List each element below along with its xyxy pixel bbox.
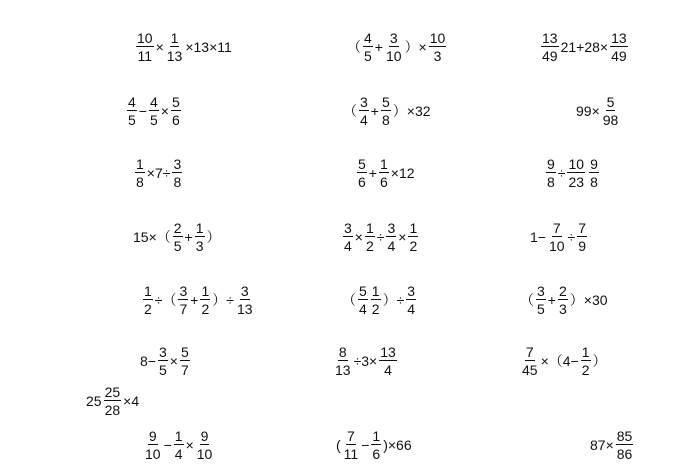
expr-text: ）× [404,39,427,55]
fraction [536,284,546,316]
expr-text: + [370,103,379,119]
problem-11 [342,221,419,253]
fraction [149,95,159,127]
fraction [386,221,396,253]
fraction-denominator: 5 [537,301,545,317]
fraction-numerator: 13 [380,344,396,360]
fraction [379,157,389,189]
fraction-denominator: 45 [522,362,538,378]
fraction-denominator: 11 [343,446,359,462]
expr-text: )×66 [383,437,412,453]
problem-22 [590,429,634,461]
fraction-numerator: 3 [407,283,416,299]
fraction-numerator: 5 [358,156,366,172]
fraction-numerator: 10 [568,156,585,172]
fraction-numerator: 4 [364,30,372,46]
fraction-denominator: 2 [371,301,380,317]
fraction-denominator: 5 [364,48,372,64]
fraction [602,95,620,127]
fraction-numerator: 7 [578,220,587,236]
fraction-numerator: 3 [389,30,398,46]
expr-text: ÷ [567,229,576,245]
fraction [178,284,188,316]
problem-5 [343,95,431,127]
expr-text: ×12 [390,165,415,181]
fraction-denominator: 9 [578,238,587,254]
fraction-denominator: 7 [179,301,188,317]
fraction-numerator: 9 [590,156,598,172]
fraction-denominator: 13 [236,301,253,317]
fraction-numerator: 9 [547,156,555,172]
fraction [371,284,381,316]
fraction-denominator: 3 [558,301,567,317]
fraction [144,429,162,461]
problem-20 [143,429,214,461]
fraction-numerator: 1 [372,428,381,444]
fraction-numerator: 1 [144,283,152,299]
fraction-numerator: 2 [558,283,567,299]
fraction-denominator: 2 [144,301,152,317]
fraction-denominator: 5 [128,112,136,128]
fraction [381,95,391,127]
fraction-denominator: 5 [173,238,182,254]
expr-text: ×13×11 [185,39,232,55]
fraction-numerator: 1 [201,283,210,299]
fraction-numerator: 85 [616,428,633,444]
fraction [408,221,418,253]
fraction-denominator: 6 [358,174,366,190]
fraction [343,221,353,253]
expr-text: 99× [576,103,600,119]
expr-text: ÷3× [353,353,378,369]
fraction-denominator: 98 [602,112,619,128]
fraction [171,95,181,127]
fraction [567,157,585,189]
expr-text: ）×30 [569,292,608,308]
expr-text: ÷ [376,229,385,245]
fraction-denominator: 28 [104,402,121,418]
fraction-numerator: 13 [542,30,558,46]
fraction-denominator: 5 [158,362,167,378]
expr-text: （ [343,103,357,119]
fraction [365,221,375,253]
fraction-numerator: 25 [104,384,121,400]
fraction [180,345,190,377]
fraction-denominator: 2 [409,238,418,254]
fraction [541,31,559,63]
fraction-denominator: 4 [387,238,396,254]
fraction [379,345,397,377]
fraction-denominator: 11 [137,48,153,64]
problem-17 [333,345,398,377]
expr-text: ） [206,229,221,245]
fraction [616,429,634,461]
expr-text: 15×（ [133,229,171,245]
problem-21 [336,429,412,461]
fraction [406,284,416,316]
problem-1 [135,31,232,63]
fraction [363,31,373,63]
problem-4 [126,95,182,127]
fraction-numerator: 5 [381,94,390,110]
fraction [343,429,360,461]
fraction-denominator: 4 [360,112,368,128]
fraction-denominator: 5 [149,112,158,128]
fraction-numerator: 9 [148,428,157,444]
expr-text: + [368,165,377,181]
fraction-numerator: 1 [136,156,144,172]
expr-text: ÷ [557,165,566,181]
fraction-numerator: 1 [170,30,179,46]
fraction-denominator: 2 [365,238,374,254]
fraction-numerator: 3 [387,220,396,236]
fraction-denominator: 2 [201,301,210,317]
fraction-denominator: 86 [616,446,633,462]
fraction-numerator: 9 [200,428,209,444]
fraction [589,157,599,189]
fraction-numerator: 1 [174,428,183,444]
fraction-denominator: 4 [174,446,183,462]
fraction-denominator: 4 [359,301,367,317]
fraction [200,284,210,316]
fraction-denominator: 49 [542,48,558,64]
problem-10 [133,221,221,253]
expr-text: + [184,229,193,245]
expr-text: （ [520,292,534,308]
problem-19 [86,385,139,417]
expr-text: ） [592,353,607,369]
fraction-denominator: 4 [344,238,352,254]
fraction-numerator: 10 [137,30,153,46]
fraction-numerator: 3 [179,283,188,299]
fraction [143,284,153,316]
fraction [173,221,183,253]
fraction-denominator: 13 [335,362,351,378]
fraction [546,157,556,189]
fraction [127,95,137,127]
expr-text: + [374,39,383,55]
fraction [196,429,214,461]
fraction [172,157,182,189]
expr-text: − [163,437,172,453]
fraction-numerator: 7 [552,220,561,236]
fraction-numerator: 1 [379,156,388,172]
fraction-numerator: 1 [365,220,374,236]
expr-text: ( [336,437,341,453]
fraction-denominator: 2 [581,362,590,378]
problem-2 [347,31,447,63]
expr-text: 25 [86,393,102,409]
fraction-numerator: 8 [338,344,347,360]
expr-text: 1− [530,229,546,245]
expr-text: ）÷ [382,292,405,308]
fraction [334,345,352,377]
fraction-denominator: 8 [547,174,555,190]
problem-3 [540,31,629,63]
expr-text: + [190,292,199,308]
problem-6 [576,95,620,127]
problem-16 [140,345,191,377]
fraction-denominator: 6 [379,174,388,190]
fraction [558,284,568,316]
expr-text: ÷（ [154,292,177,308]
expr-text: 21+28× [560,39,609,55]
fraction-denominator: 49 [611,48,627,64]
fraction-numerator: 5 [359,283,367,299]
fraction-denominator: 23 [568,174,585,190]
expr-text: ）÷ [212,292,234,308]
fraction-numerator: 5 [171,94,180,110]
problem-15 [520,284,608,316]
fraction-denominator: 13 [166,48,183,64]
fraction [236,284,254,316]
fraction-numerator: 13 [611,30,627,46]
fraction-denominator: 8 [136,174,144,190]
fraction-numerator: 7 [525,344,534,360]
fraction-denominator: 10 [548,238,565,254]
fraction [195,221,205,253]
fraction-denominator: 10 [385,48,402,64]
fraction [166,31,184,63]
fraction-denominator: 3 [433,48,442,64]
fraction-numerator: 4 [128,94,136,110]
fraction-numerator: 1 [371,283,380,299]
fraction-denominator: 3 [195,238,204,254]
expr-text: × [160,103,169,119]
fraction [358,284,368,316]
fraction-denominator: 4 [407,301,416,317]
fraction-denominator: 8 [381,112,390,128]
fraction-denominator: 6 [171,112,180,128]
problem-18 [520,345,607,377]
expr-text: （ [347,39,361,55]
expr-text: + [547,292,556,308]
fraction-numerator: 5 [606,94,615,110]
fraction-numerator: 1 [409,220,418,236]
expr-text: − [138,103,147,119]
expr-text: × [354,229,363,245]
fraction [548,221,566,253]
fraction [385,31,403,63]
expr-text: × [155,39,164,55]
fraction-numerator: 1 [581,344,590,360]
fraction [135,157,145,189]
fraction-numerator: 4 [149,94,158,110]
problem-9 [545,157,600,189]
problem-13 [142,284,255,316]
fraction-numerator: 5 [180,344,189,360]
expr-text: ）×32 [392,103,431,119]
expr-text: ×4 [123,393,140,409]
expr-text: × [185,437,194,453]
fraction-numerator: 3 [344,220,352,236]
expr-text: ×（4− [540,353,579,369]
fraction-numerator: 1 [195,220,204,236]
fraction-numerator: 3 [537,283,545,299]
fraction-denominator: 8 [590,174,598,190]
fraction [174,429,184,461]
fraction-numerator: 2 [173,220,182,236]
fraction [577,221,587,253]
fraction [610,31,628,63]
expr-text: − [361,437,370,453]
fraction [521,345,539,377]
problem-7 [134,157,183,189]
fraction [136,31,154,63]
fraction-numerator: 3 [360,94,368,110]
fraction-numerator: 3 [158,344,167,360]
expr-text: × [169,353,178,369]
expr-text: × [398,229,407,245]
expr-text: 87× [590,437,614,453]
fraction [429,31,447,63]
fraction-denominator: 7 [180,362,189,378]
fraction-denominator: 8 [173,174,182,190]
fraction [357,157,367,189]
fraction [581,345,591,377]
fraction-numerator: 3 [240,283,249,299]
fraction [104,385,122,417]
problem-14 [342,284,417,316]
problem-12 [530,221,588,253]
fraction-numerator: 7 [347,428,355,444]
fraction-denominator: 10 [145,446,161,462]
fraction-denominator: 6 [372,446,381,462]
expr-text: ×7÷ [146,165,171,181]
expr-text: （ [342,292,356,308]
fraction [371,429,381,461]
fraction [359,95,369,127]
fraction-denominator: 4 [384,362,392,378]
fraction-numerator: 3 [173,156,182,172]
expr-text: 8− [140,353,156,369]
fraction [158,345,168,377]
fraction-denominator: 10 [196,446,213,462]
fraction-numerator: 10 [429,30,446,46]
problem-8 [356,157,415,189]
